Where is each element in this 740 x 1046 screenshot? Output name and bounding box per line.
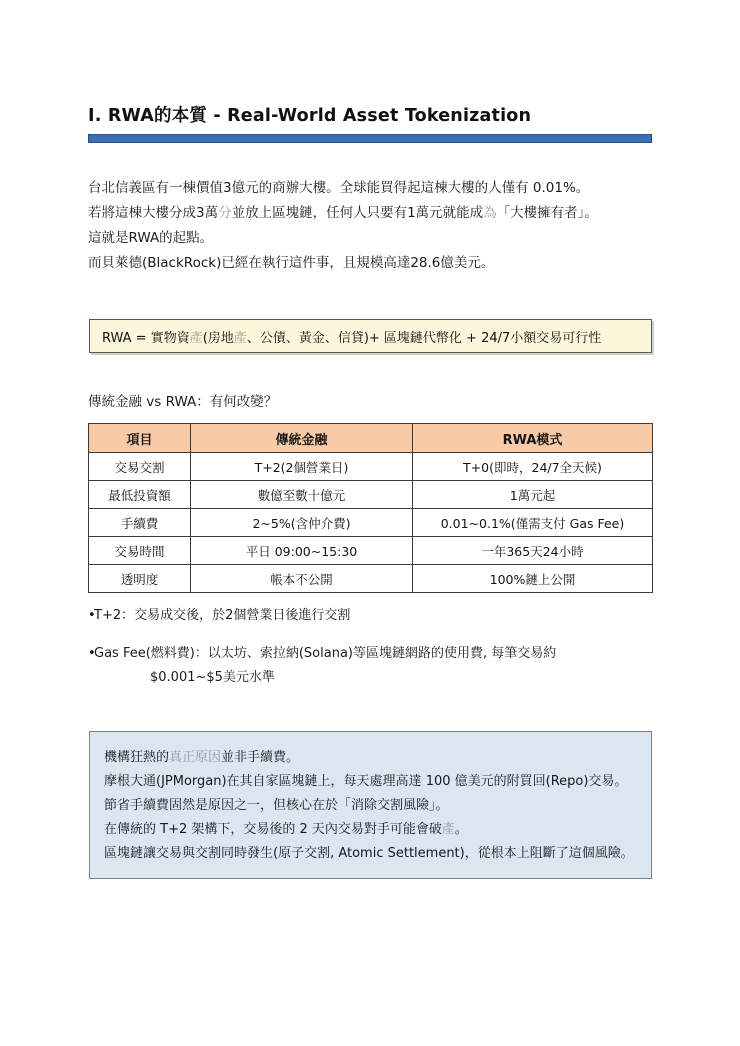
- formula-part-3: 、公債、黃金、信貸)+ 區塊鏈代幣化 + 24/7小額交易可行性: [246, 330, 602, 346]
- note-line-2: 摩根大通(JPMorgan)在其自家區塊鏈上，每天處理高達 100 億美元的附買回(Repo)交易。: [104, 774, 628, 789]
- note-line-4-part-b: 。: [454, 822, 468, 837]
- table-cell: 透明度: [89, 565, 191, 593]
- table-header-cell: 傳統金融: [191, 424, 413, 453]
- table-cell: 交易交割: [89, 453, 191, 481]
- intro-paragraph: [88, 176, 668, 276]
- table-header-cell: 項目: [89, 424, 191, 453]
- note-line-5: 區塊鏈讓交易與交割同時發生(原子交割, Atomic Settlement)，從根本上阻斷了這個風險。: [104, 846, 634, 861]
- table-cell: T+0(即時，24/7全天候): [413, 453, 653, 481]
- table-row: [89, 481, 653, 509]
- note-line-1: [104, 746, 651, 770]
- table-cell: 一年365天24小時: [413, 537, 653, 565]
- note-line-1-part-a: 機構狂熱的: [104, 750, 170, 765]
- note-line-1-muted: 真正原因: [169, 750, 222, 765]
- intro-line-2-part-b: 並放上區塊鏈，任何人只要有1萬元就能成: [231, 205, 484, 221]
- table-row: [89, 565, 653, 593]
- page-title: I. RWA的本質 - Real-World Asset Tokenization: [88, 106, 532, 126]
- note-line-4-part-a: 在傳統的 T+2 架構下，交易後的 2 天內交易對手可能會破: [104, 822, 442, 837]
- intro-line-2-muted: 分: [218, 205, 232, 221]
- bullet-notes: [88, 606, 668, 692]
- table-header-cell: RWA模式: [413, 424, 653, 453]
- intro-line-2-part-c: 「大樓擁有者」。: [496, 205, 598, 221]
- table-cell: 100%鏈上公開: [413, 565, 653, 593]
- bullet-marker-icon: •: [88, 646, 96, 661]
- table-cell: 1萬元起: [413, 481, 653, 509]
- list-item: [88, 644, 668, 692]
- insight-note-box: [89, 731, 652, 879]
- table-cell: 最低投資額: [89, 481, 191, 509]
- table-cell: 帳本不公開: [191, 565, 413, 593]
- table-cell: 0.01~0.1%(僅需支付 Gas Fee): [413, 509, 653, 537]
- formula-part-1: RWA = 實物資: [102, 330, 190, 346]
- table-row: [89, 509, 653, 537]
- table-cell: 平日 09:00~15:30: [191, 537, 413, 565]
- intro-line-2: [88, 201, 668, 226]
- formula-part-2: (房地: [202, 330, 234, 346]
- title-underline-bar: [88, 134, 652, 143]
- page-title-block: [88, 106, 652, 143]
- table-header-row: [89, 424, 653, 453]
- rwa-formula-callout: [89, 319, 652, 353]
- note-line-3: 節省手續費固然是原因之一，但核心在於「消除交割風險」。: [104, 798, 449, 813]
- rwa-formula-text: [90, 327, 601, 346]
- table-cell: 數億至數十億元: [191, 481, 413, 509]
- intro-line-2-muted-2: 為: [483, 205, 497, 221]
- intro-line-3: 這就是RWA的起點。: [88, 230, 214, 246]
- bullet-text: T+2：交易成交後，於2個營業日後進行交割: [94, 608, 351, 623]
- table-row: [89, 453, 653, 481]
- note-line-4: [104, 818, 651, 842]
- formula-muted-1: 產: [189, 330, 203, 346]
- note-line-1-part-b: 並非手續費。: [221, 750, 300, 765]
- insight-note-lines: [90, 732, 651, 866]
- note-line-4-muted: 產: [441, 822, 455, 837]
- bullet-text: Gas Fee(燃料費)：以太坊、索拉納(Solana)等區塊鏈網路的使用費, 每筆交易約: [94, 646, 557, 661]
- table-cell: 交易時間: [89, 537, 191, 565]
- list-item: [88, 606, 668, 626]
- table-row: [89, 537, 653, 565]
- intro-line-1: 台北信義區有一棟價值3億元的商辦大樓。全球能買得起這棟大樓的人僅有 0.01%。: [88, 180, 590, 196]
- table-cell: T+2(2個營業日): [191, 453, 413, 481]
- formula-muted-2: 產: [233, 330, 247, 346]
- comparison-table: [88, 423, 653, 593]
- intro-line-2-part-a: 若將這棟大樓分成3萬: [88, 205, 219, 221]
- bullet-continuation-text: $0.001~$5美元水準: [150, 670, 275, 685]
- intro-line-4: 而貝萊德(BlackRock)已經在執行這件事，且規模高達28.6億美元。: [88, 255, 495, 271]
- table-cell: 2~5%(含仲介費): [191, 509, 413, 537]
- table-cell: 手續費: [89, 509, 191, 537]
- comparison-section-lead: 傳統金融 vs RWA：有何改變？: [88, 394, 278, 410]
- bullet-marker-icon: •: [88, 608, 96, 623]
